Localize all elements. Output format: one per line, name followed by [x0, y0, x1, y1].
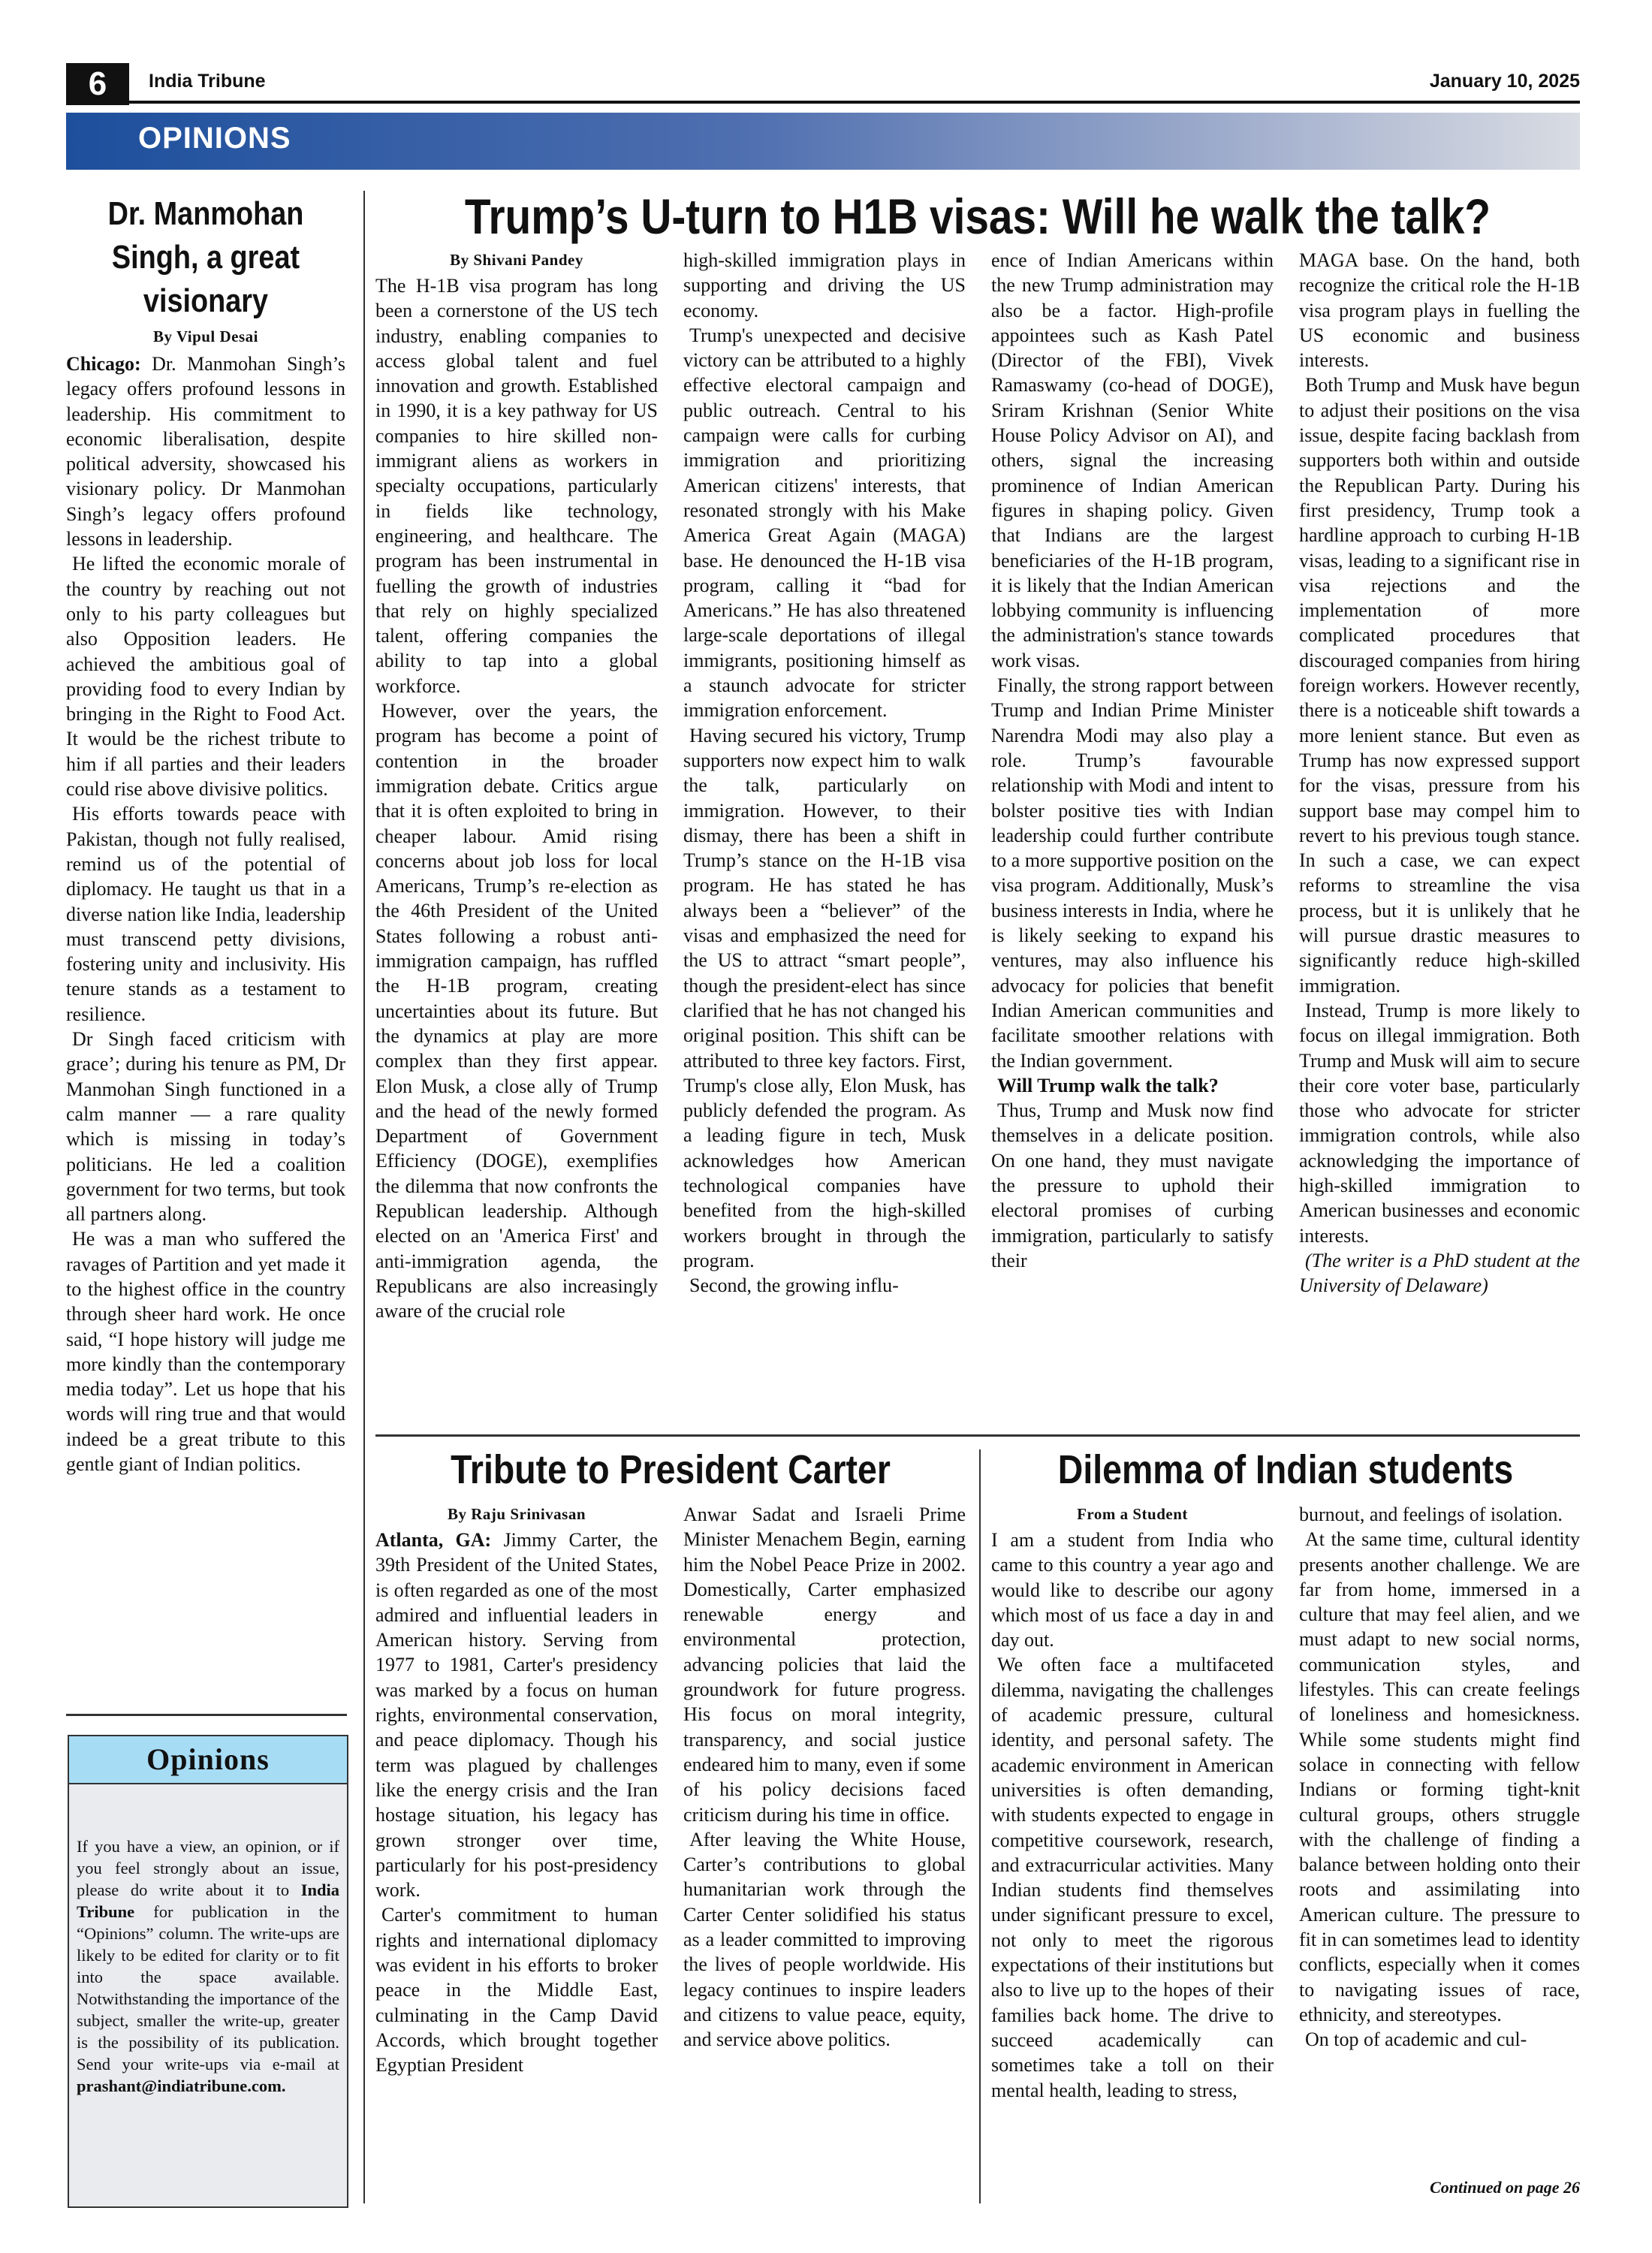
page-number: 6 [66, 63, 129, 105]
main-article-subhead: Will Trump walk the talk? [997, 1074, 1219, 1096]
opinions-box [68, 1735, 348, 2208]
opinions-box-title: Opinions [69, 1736, 347, 1784]
bottom-column-separator [979, 1449, 981, 2203]
students-article-title: Dilemma of Indian students [1057, 1447, 1514, 1492]
opinions-email-link[interactable]: prashant@indiatribune.com. [77, 2077, 286, 2095]
main-article-note: (The writer is a PhD student at the University of Delaware) [1299, 1249, 1580, 1297]
left-divider [66, 1714, 347, 1716]
continued-link[interactable]: Continued on page 26 [1430, 2178, 1580, 2197]
carter-article-col-1: Atlanta, GA: Jimmy Carter, the 39th President of the United States, is often regarded as one of the most admired and influential leaders in American history. Serving from 1977 to 1981, Carter's presidency was marked by a focus on human rights, environmental conservation, and peace diplomacy. Though his term was plagued by challenges like the energy crisis and the Iran hostage situation, his legacy has grown stronger over time, particularly for his post-presidency work. Carter's commitment to human rights and international diplomacy was evident in his efforts to broker peace in the Middle East, culminating in the Camp David Accords, which brought together Egyptian President [375, 1529, 659, 2077]
carter-article-col-2: Anwar Sadat and Israeli Prime Minister Menachem Begin, earning him the Nobel Peace Prize in 2002. Domestically, Carter emphasized renewable energy and environmental protection, advancing policies that laid the groundwork for future progress. His focus on moral integrity, transparency, and social justice endeared him to many, even if some of his policy decisions faced criticism during his time in office. After leaving the White House, Carter’s contributions to global humanitarian work through the Carter Center solidified his status as a leader committed to improving the lives of people worldwide. His legacy continues to inspire leaders and citizens to value peace, equity, and service above politics. [683, 1504, 966, 2051]
publication-name: India Tribune [149, 71, 266, 92]
left-article-title: Dr. Manmohan Singh, a great visionary [107, 195, 304, 319]
left-dateline: Chicago: [66, 353, 141, 375]
students-article-col-1: I am a student from India who came to this country a year ago and would like to describe our agony which most of us face a day in and day out. We often face a multifaceted dilemma, navigating the challenges of academic pressure, cultural identity, and personal safety. The academic environment in American universities is often demanding, with students expected to engage in competitive coursework, research, and extracurricular activities. Many Indian students find themselves under significant pressure to excel, not only to meet the rigorous expectations of their institutions but also to live up to the hopes of their families back home. The drive to succeed academically can sometimes take a toll on their mental health, leading to stress, [991, 1529, 1274, 2101]
issue-date: January 10, 2025 [1429, 71, 1580, 92]
carter-article-byline: By Raju Srinivasan [447, 1505, 586, 1523]
column-separator [363, 191, 365, 2203]
students-article-byline: From a Student [1077, 1505, 1188, 1523]
carter-dateline: Atlanta, GA: [375, 1529, 492, 1551]
main-article-byline: By Shivani Pandey [450, 251, 583, 269]
carter-article-title: Tribute to President Carter [451, 1447, 891, 1492]
left-article-byline: By Vipul Desai [152, 327, 259, 345]
students-article-col-2: burnout, and feelings of isolation. At the same time, cultural identity presents another challenge. We are far from home, immersed in a culture that may feel alien, and we must adapt to new social norms, communication styles, and lifestyles. This can create feelings of loneliness and homesickness. While some students might find solace in connecting with fellow Indians or forming tight-knit cultural groups, others struggle with the challenge of finding a balance between holding onto their roots and assimilating into American culture. The pressure to fit in can sometimes lead to identity conflicts, especially when it comes to navigating issues of race, ethnicity, and stereotypes. On top of academic and cul- [1299, 1504, 1580, 2051]
main-article-col-3: ence of Indian Americans within the new Trump administration may also be a factor. High-profile appointees such as Kash Patel (Director of the FBI), Vivek Ramaswamy (co-head of DOGE), Sriram Krishnan (Senior White House Policy Advisor on AI), and others, signal the increasing prominence of Indian American figures in shaping policy. Given that Indians are the largest beneficiaries of the H-1B program, it is likely that the Indian American lobbying community is influencing the administration's stance towards work visas. Finally, the strong rapport between Trump and Indian Prime Minister Narendra Modi may also play a role. Trump’s favourable relationship with Modi and intent to bolster positive ties with Indian leadership could further contribute to a more supportive position on the visa program. Additionally, Musk’s business interests in India, where he is likely seeking to expand his ventures, may also influence his advocacy for policies that benefit Indian American communities and facilitate smoother relations with the Indian government. Will Trump walk the talk? Thus, Trump and Musk now find themselves in a delicate position. On one hand, they must navigate the pressure to uphold their electoral promises of curbing immigration, particularly to satisfy their [991, 249, 1274, 1271]
main-article-col-2: high-skilled immigration plays in supporting and driving the US economy. Trump's unexpected and decisive victory can be attributed to a highly effective electoral campaign and public outreach. Central to his campaign were calls for curbing immigration and prioritizing American citizens' interests, that resonated strongly with his Make America Great Again (MAGA) base. He denounced the H-1B visa program, calling it “bad for Americans.” He has also threatened large-scale deportations of illegal immigrants, positioning himself as a staunch advocate for stricter immigration enforcement. Having secured his victory, Trump supporters now expect him to walk the talk, particularly on immigration. However, to their dismay, there has been a shift in Trump’s stance on the H-1B visa program. He has stated he has always been a “believer” of the visas and emphasized the need for the US to attract “smart people”, though the president-elect has since clarified that he has not changed his original position. This shift can be attributed to three key factors. First, Trump's close ally, Elon Musk, has publicly defended the program. As a leading figure in tech, Musk acknowledges how American technological companies have benefited from the high-skilled workers brought in through the program. Second, the growing influ- [683, 249, 966, 1297]
section-banner [66, 113, 1580, 170]
main-bottom-divider [375, 1434, 1580, 1437]
main-article-col-4: MAGA base. On the hand, both recognize the critical role the H-1B visa program plays in fuelling the US economic and business interests. Both Trump and Musk have begun to adjust their positions on the visa issue, despite facing backlash from supporters both within and outside the Republican Party. During his first presidency, Trump took a hardline approach to curbing H-1B visas, leading to a significant rise in visa rejections and the implementation of more complicated procedures that discouraged companies from hiring foreign workers. However recently, there is a noticeable shift towards a more lenient stance. But even as Trump has now expressed support for the visas, pressure from his support base may compel him to revert to his previous tough stance. In such a case, we can expect reforms to streamline the visa process, but it is unlikely that he will pursue drastic measures to significantly reduce high-skilled immigration. Instead, Trump is more likely to focus on illegal immigration. Both Trump and Musk will aim to secure their core voter base, particularly those who advocate for stricter immigration controls, while also acknowledging the importance of high-skilled immigration to American businesses and economic interests. (The writer is a PhD student at the University of Delaware) [1299, 248, 1580, 1298]
main-article-title: Trump’s U-turn to H1B visas: Will he walk the talk? [464, 189, 1491, 244]
left-article-body: Chicago: Dr. Manmohan Singh’s legacy offers profound lessons in leadership. His commitment to economic liberalisation, despite political adversity, showcased his visionary policy. Dr Manmohan Singh’s legacy offers profound lessons in leadership. He lifted the economic morale of the country by reaching out not only to his party colleagues but also Opposition leaders. He achieved the ambitious goal of providing food to every Indian by bringing in the Right to Food Act. It would be the richest tribute to him if all parties and their leaders could rise above divisive politics. His efforts towards peace with Pakistan, though not fully realised, remind us of the potential of diplomacy. He taught us that in a diverse nation like India, leadership must transcend petty divisions, fostering unity and inclusivity. His tenure stands as a testament to resilience. Dr Singh faced criticism with grace’; during his tenure as PM, Dr Manmohan Singh functioned in a calm manner — a rare quality which is missing in today’s politicians. He led a coalition government for two terms, but took all partners along. He was a man who suffered the ravages of Partition and yet made it to the highest office in the country through sheer hard work. He once said, “I hope history will judge me more kindly than the contemporary media today”. Let us hope that his words will ring true and that would indeed be a great tribute to this gentle giant of Indian politics. [66, 353, 346, 1476]
header-rule [128, 101, 1580, 104]
main-article-col-1: The H-1B visa program has long been a cornerstone of the US tech industry, enabling companies to access global talent and fuel innovation and growth. Established in 1990, it is a key pathway for US companies to hire skilled non-immigrant aliens as workers in specialty occupations, particularly in fields like technology, engineering, and healthcare. The program has been instrumental in fuelling the growth of industries that rely on highly specialized talent, offering companies the ability to tap into a global workforce. However, over the years, the program has become a point of contention in the broader immigration debate. Critics argue that it is often exploited to bring in cheaper labour. Amid rising concerns about job loss for local Americans, Trump’s re-election as the 46th President of the United States following a robust anti-immigration campaign, has ruffled the H-1B program, creating uncertainties about its future. But the dynamics at play are more complex than they first appear. Elon Musk, a close ally of Trump and the head of the newly formed Department of Government Efficiency (DOGE), exemplifies the dilemma that now confronts the Republican leadership. Although elected on an 'America First' and anti-immigration agenda, the Republicans are also increasingly aware of the crucial role [375, 275, 658, 1323]
opinions-box-text: If you have a view, an opinion, or if you feel strongly about an issue, please do write about it to India Tribune for publication in the “Opinions” column. The write-ups are likely to be edited for clarity or to fit into the space available. Notwithstanding the importance of the subject, smaller the write-up, greater is the possibility of its publication. Send your write-ups via e-mail at prashant@indiatribune.com. [77, 1837, 339, 2095]
section-title: OPINIONS [138, 122, 291, 155]
